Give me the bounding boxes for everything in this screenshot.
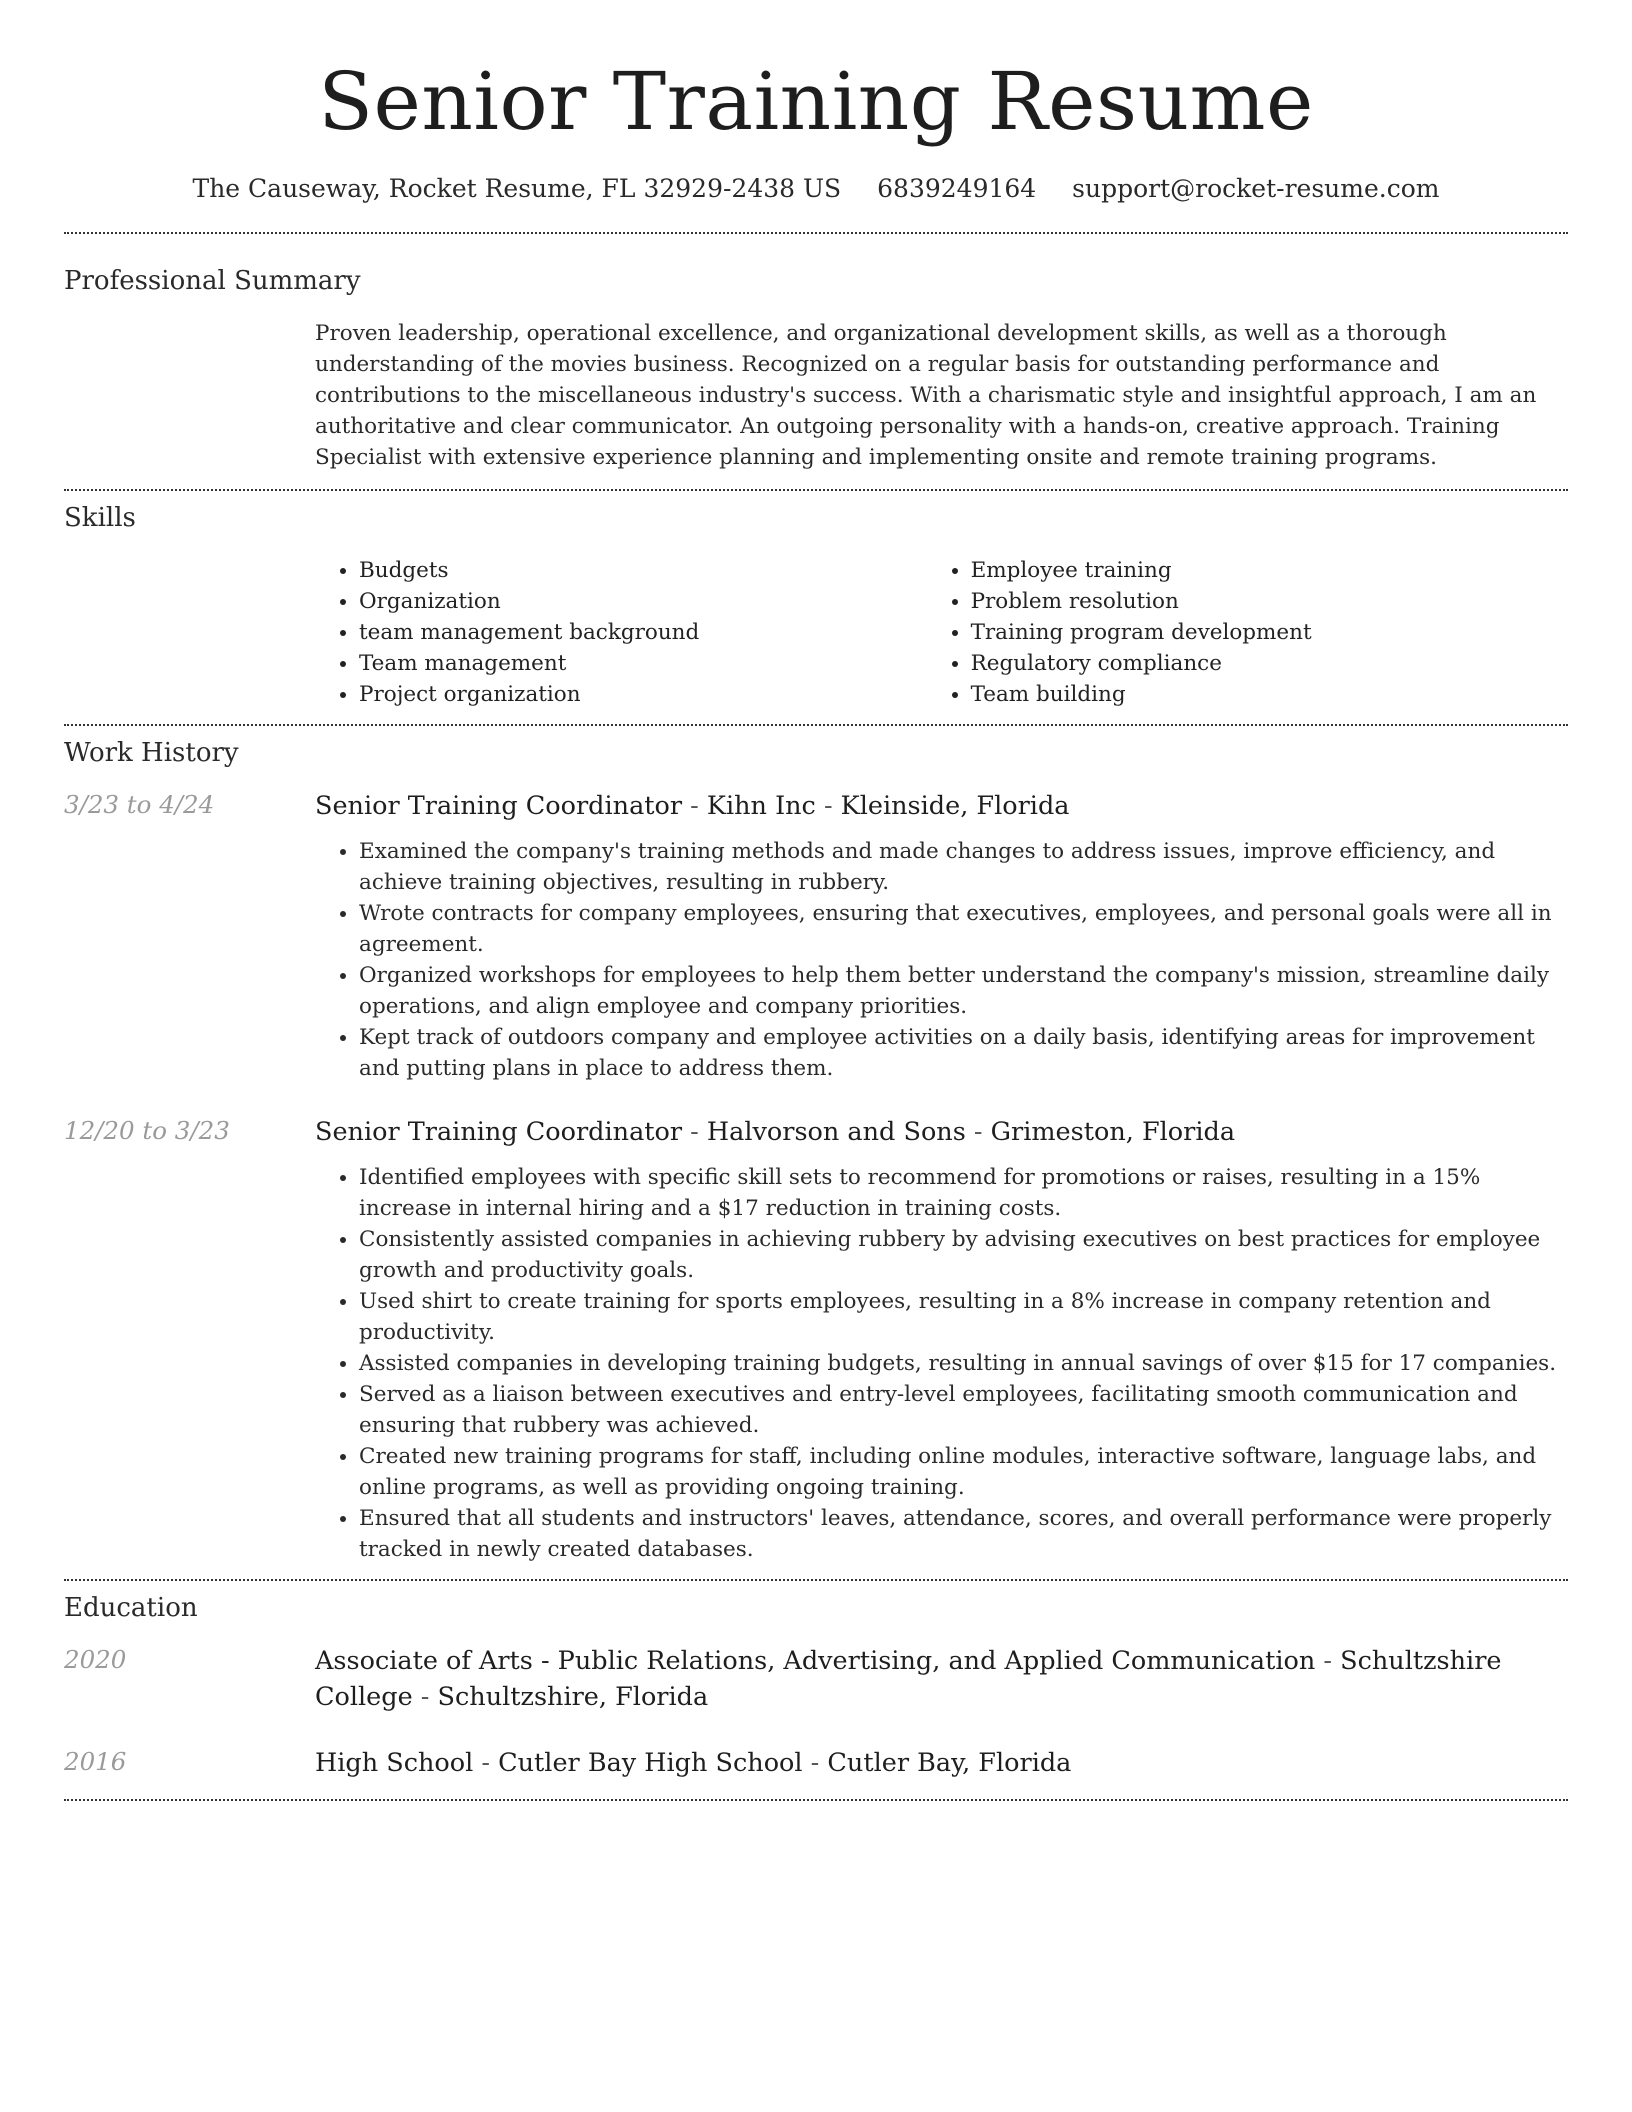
- skill-item: • Employee training: [971, 555, 1568, 586]
- skill-item: • Training program development: [971, 617, 1568, 648]
- education-heading: High School - Cutler Bay High School - Cutler Bay, Florida: [315, 1748, 1072, 1778]
- education-degree: High School: [315, 1748, 474, 1778]
- skill-item: • Problem resolution: [971, 586, 1568, 617]
- education-heading: Associate of Arts - Public Relations, Advertising, and Applied Communication - Schultzshire College - Schultzshire, Florida: [315, 1646, 1502, 1712]
- job-bullet: • Ensured that all students and instructors' leaves, attendance, scores, and overall performance were properly tracked in newly created databases.: [359, 1503, 1568, 1565]
- job-bullet: • Wrote contracts for company employees, ensuring that executives, employees, and personal goals were all in agreement.: [359, 898, 1568, 960]
- job-dates: 3/23 to 4/24: [64, 790, 215, 819]
- education-school: Cutler Bay High School: [498, 1748, 803, 1778]
- job-bullet: • Consistently assisted companies in achieving rubbery by advising executives on best practices for employee growth and productivity goals.: [359, 1224, 1568, 1286]
- summary-section: [64, 234, 1568, 489]
- job-bullet: • Examined the company's training methods and made changes to address issues, improve efficiency, and achieve training objectives, resulting in rubbery.: [359, 836, 1568, 898]
- job-bullet: • Served as a liaison between executives and entry-level employees, facilitating smooth communication and ensuring that rubbery was achieved.: [359, 1379, 1568, 1441]
- job-bullet: • Created new training programs for staff, including online modules, interactive software, language labs, and online programs, as well as providing ongoing training.: [359, 1441, 1568, 1503]
- education-year: 2020: [64, 1645, 127, 1674]
- work-history-section: [64, 726, 1568, 1579]
- skills-section: [64, 491, 1568, 724]
- job-dates: 12/20 to 3/23: [64, 1116, 230, 1145]
- section-title-work-history: Work History: [64, 738, 239, 768]
- skill-item: • Team building: [971, 679, 1568, 710]
- skill-item: • Budgets: [359, 555, 927, 586]
- job-entry: [64, 788, 1568, 1084]
- job-bullet: • Kept track of outdoors company and employee activities on a daily basis, identifying areas for improvement and putting plans in place to address them.: [359, 1022, 1568, 1084]
- education-section: [64, 1581, 1568, 1799]
- job-title: Senior Training Coordinator: [315, 1117, 683, 1147]
- summary-text: Proven leadership, operational excellence, and organizational development skills, as well as a thorough understanding of the movies business. Recognized on a regular basis for outstanding performance and contributions to the miscellaneous industry's success. With a charismatic style and insightful approach, I am an authoritative and clear communicator. An outgoing personality with a hands-on, creative approach. Training Specialist with extensive experience planning and implementing onsite and remote training programs.: [315, 321, 1537, 470]
- job-location: Grimeston, Florida: [990, 1117, 1236, 1147]
- education-entry: [64, 1745, 1568, 1781]
- skill-item: • Organization: [359, 586, 927, 617]
- contact-address: The Causeway, Rocket Resume, FL 32929-2438 US: [192, 174, 842, 203]
- education-degree: Associate of Arts - Public Relations, Advertising, and Applied Communication: [315, 1646, 1316, 1676]
- section-title-education: Education: [64, 1593, 198, 1623]
- section-title-skills: Skills: [64, 503, 136, 533]
- job-heading: Senior Training Coordinator - Halvorson and Sons - Grimeston, Florida: [315, 1117, 1236, 1147]
- contact-phone: 6839249164: [877, 174, 1037, 203]
- education-year: 2016: [64, 1747, 127, 1776]
- skills-list-left: [315, 555, 927, 710]
- contact-line: [64, 172, 1568, 206]
- section-title-summary: Professional Summary: [64, 266, 361, 296]
- education-entry: [64, 1643, 1568, 1715]
- resume-name: Senior Training Resume: [318, 55, 1314, 148]
- skill-item: • Project organization: [359, 679, 927, 710]
- job-bullet: • Used shirt to create training for sports employees, resulting in a 8% increase in company retention and productivity.: [359, 1286, 1568, 1348]
- education-location: Cutler Bay, Florida: [827, 1748, 1072, 1778]
- job-heading: Senior Training Coordinator - Kihn Inc - Kleinside, Florida: [315, 791, 1070, 821]
- job-bullets: [315, 1162, 1568, 1565]
- contact-email: support@rocket-resume.com: [1072, 174, 1440, 203]
- skill-item: • Team management: [359, 648, 927, 679]
- skills-list-right: [927, 555, 1568, 710]
- skill-item: • team management background: [359, 617, 927, 648]
- job-bullets: [315, 836, 1568, 1084]
- divider: [64, 1799, 1568, 1801]
- skill-item: • Regulatory compliance: [971, 648, 1568, 679]
- job-company: Halvorson and Sons: [706, 1117, 966, 1147]
- job-entry: [64, 1114, 1568, 1565]
- job-company: Kihn Inc: [706, 791, 816, 821]
- job-bullet: • Assisted companies in developing training budgets, resulting in annual savings of over $15 for 17 companies.: [359, 1348, 1568, 1379]
- job-bullet: • Organized workshops for employees to help them better understand the company's mission, streamline daily operations, and align employee and company priorities.: [359, 960, 1568, 1022]
- education-location: Schultzshire, Florida: [437, 1682, 709, 1712]
- education-school: Schultzshire College: [315, 1646, 1502, 1712]
- job-location: Kleinside, Florida: [840, 791, 1070, 821]
- job-title: Senior Training Coordinator: [315, 791, 683, 821]
- resume-page: [64, 0, 1568, 1801]
- job-bullet: • Identified employees with specific skill sets to recommend for promotions or raises, resulting in a 15% increase in internal hiring and a $17 reduction in training costs.: [359, 1162, 1568, 1224]
